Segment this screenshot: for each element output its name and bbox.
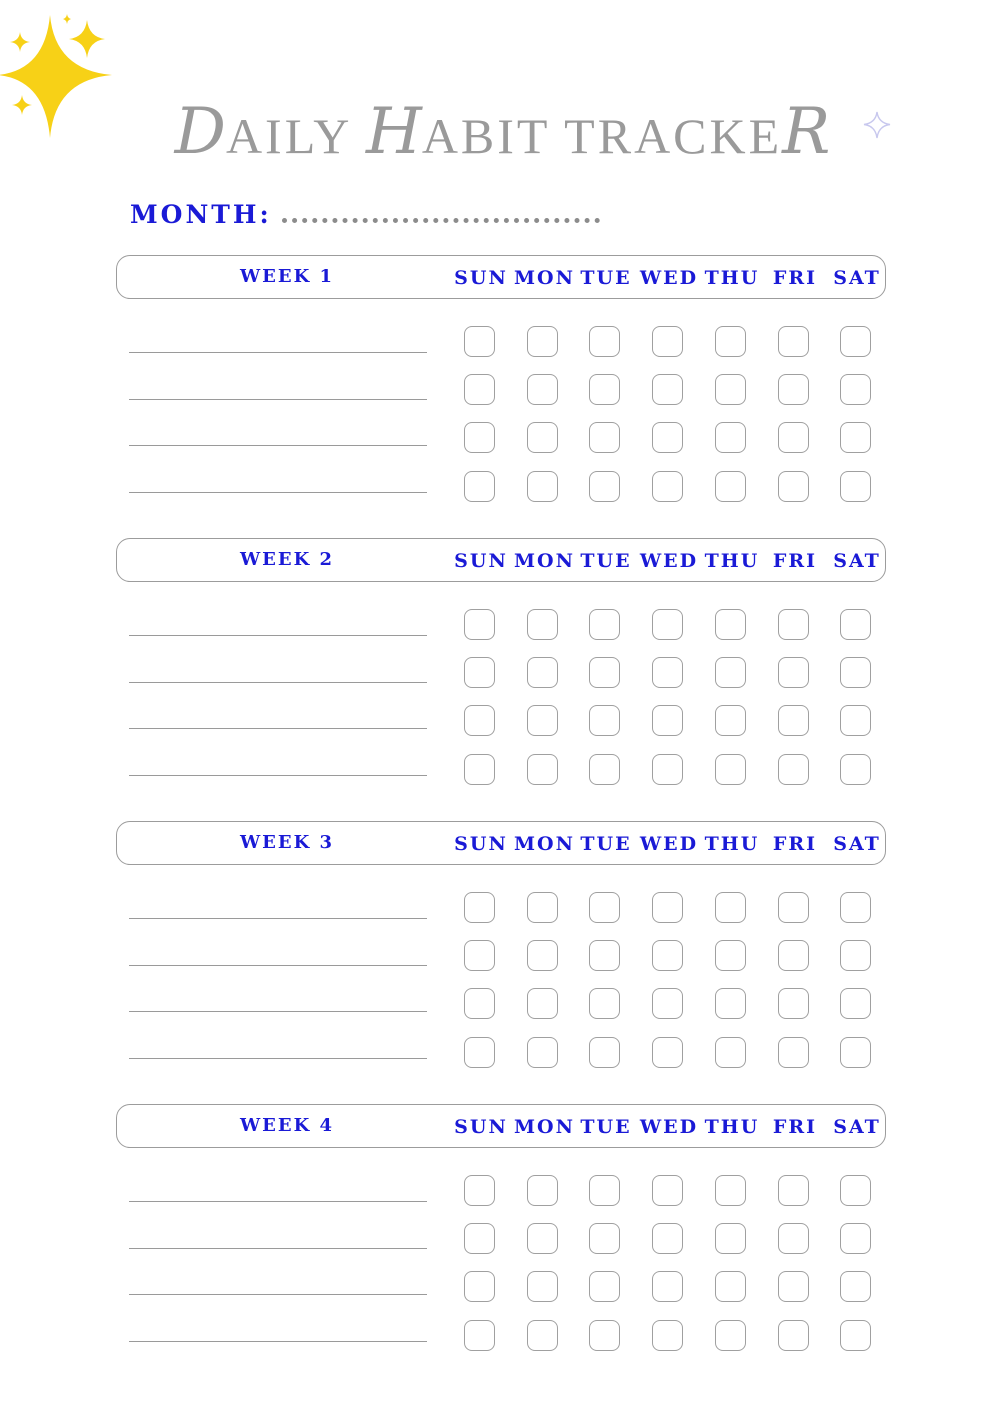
habit-checkbox-wed[interactable]: [652, 1320, 683, 1351]
habit-checkbox-sun[interactable]: [464, 988, 495, 1019]
day-header-sat: SAT: [833, 550, 881, 572]
habit-name-line[interactable]: [129, 1294, 427, 1295]
day-header-tue: TUE: [580, 267, 632, 289]
habit-checkbox-wed[interactable]: [652, 657, 683, 688]
habit-checkbox-thu[interactable]: [715, 1223, 746, 1254]
habit-checkbox-tue[interactable]: [589, 1271, 620, 1302]
habit-name-line[interactable]: [129, 1058, 427, 1059]
habit-checkbox-mon[interactable]: [527, 471, 558, 502]
habit-checkbox-sat[interactable]: [840, 1223, 871, 1254]
week-header: [116, 255, 886, 299]
habit-checkbox-fri[interactable]: [778, 892, 809, 923]
title-habit-tracker: ABIT TRACKE: [421, 108, 783, 164]
sparkle-icon: [63, 14, 71, 24]
day-header-sat: SAT: [833, 1116, 881, 1138]
habit-checkbox-mon[interactable]: [527, 1320, 558, 1351]
habit-checkbox-tue[interactable]: [589, 1223, 620, 1254]
day-header-sun: SUN: [454, 1116, 508, 1138]
week-label: WEEK 2: [239, 549, 335, 570]
day-header-thu: THU: [704, 267, 760, 289]
habit-checkbox-wed[interactable]: [652, 422, 683, 453]
habit-checkbox-tue[interactable]: [589, 326, 620, 357]
habit-checkbox-fri[interactable]: [778, 705, 809, 736]
habit-checkbox-mon[interactable]: [527, 374, 558, 405]
week-section: [116, 1104, 888, 1354]
week-label: WEEK 1: [239, 266, 335, 287]
habit-checkbox-wed[interactable]: [652, 1271, 683, 1302]
week-header: [116, 1104, 886, 1148]
habit-checkbox-sun[interactable]: [464, 326, 495, 357]
habit-checkbox-thu[interactable]: [715, 422, 746, 453]
habit-checkbox-sun[interactable]: [464, 1175, 495, 1206]
day-header-tue: TUE: [580, 550, 632, 572]
habit-checkbox-mon[interactable]: [527, 422, 558, 453]
day-header-wed: WED: [639, 833, 699, 855]
habit-checkbox-tue[interactable]: [589, 892, 620, 923]
habit-checkbox-fri[interactable]: [778, 471, 809, 502]
habit-name-line[interactable]: [129, 918, 427, 919]
habit-checkbox-thu[interactable]: [715, 705, 746, 736]
habit-checkbox-sat[interactable]: [840, 374, 871, 405]
week-header: [116, 821, 886, 865]
day-header-fri: FRI: [772, 1116, 818, 1138]
habit-checkbox-fri[interactable]: [778, 609, 809, 640]
habit-checkbox-wed[interactable]: [652, 374, 683, 405]
habit-checkbox-sun[interactable]: [464, 892, 495, 923]
habit-name-line[interactable]: [129, 1248, 427, 1249]
habit-checkbox-mon[interactable]: [527, 657, 558, 688]
habit-checkbox-mon[interactable]: [527, 1223, 558, 1254]
habit-checkbox-tue[interactable]: [589, 609, 620, 640]
habit-name-line[interactable]: [129, 1201, 427, 1202]
habit-checkbox-sun[interactable]: [464, 1223, 495, 1254]
habit-checkbox-mon[interactable]: [527, 1037, 558, 1068]
habit-checkbox-fri[interactable]: [778, 1223, 809, 1254]
habit-checkbox-tue[interactable]: [589, 422, 620, 453]
habit-checkbox-wed[interactable]: [652, 1175, 683, 1206]
habit-checkbox-thu[interactable]: [715, 609, 746, 640]
habit-checkbox-wed[interactable]: [652, 1223, 683, 1254]
habit-checkbox-sat[interactable]: [840, 892, 871, 923]
week-label: WEEK 3: [239, 832, 335, 853]
day-header-mon: MON: [514, 550, 575, 572]
habit-name-line[interactable]: [129, 728, 427, 729]
habit-checkbox-tue[interactable]: [589, 940, 620, 971]
week-section: [116, 821, 888, 1071]
sparkle-icon: [10, 32, 30, 52]
day-header-thu: THU: [704, 833, 760, 855]
habit-checkbox-wed[interactable]: [652, 988, 683, 1019]
day-header-sat: SAT: [833, 267, 881, 289]
habit-checkbox-fri[interactable]: [778, 1037, 809, 1068]
habit-checkbox-sat[interactable]: [840, 326, 871, 357]
habit-checkbox-thu[interactable]: [715, 988, 746, 1019]
day-header-sun: SUN: [454, 833, 508, 855]
habit-checkbox-tue[interactable]: [589, 705, 620, 736]
habit-checkbox-sun[interactable]: [464, 471, 495, 502]
habit-checkbox-tue[interactable]: [589, 657, 620, 688]
habit-checkbox-thu[interactable]: [715, 1320, 746, 1351]
habit-checkbox-wed[interactable]: [652, 1037, 683, 1068]
habit-checkbox-thu[interactable]: [715, 754, 746, 785]
habit-checkbox-mon[interactable]: [527, 705, 558, 736]
week-label: WEEK 4: [239, 1115, 335, 1136]
habit-checkbox-thu[interactable]: [715, 657, 746, 688]
week-section: [116, 538, 888, 788]
habit-checkbox-sat[interactable]: [840, 1037, 871, 1068]
habit-checkbox-fri[interactable]: [778, 1175, 809, 1206]
habit-name-line[interactable]: [129, 965, 427, 966]
habit-checkbox-wed[interactable]: [652, 326, 683, 357]
habit-checkbox-sat[interactable]: [840, 940, 871, 971]
habit-checkbox-tue[interactable]: [589, 754, 620, 785]
habit-checkbox-fri[interactable]: [778, 988, 809, 1019]
habit-checkbox-thu[interactable]: [715, 374, 746, 405]
habit-checkbox-wed[interactable]: [652, 754, 683, 785]
habit-checkbox-mon[interactable]: [527, 1271, 558, 1302]
week-section: [116, 255, 888, 505]
habit-checkbox-sun[interactable]: [464, 609, 495, 640]
sparkle-icon: [69, 20, 105, 58]
habit-name-line[interactable]: [129, 682, 427, 683]
habit-checkbox-fri[interactable]: [778, 374, 809, 405]
habit-name-line[interactable]: [129, 352, 427, 353]
day-header-sun: SUN: [454, 550, 508, 572]
day-header-sun: SUN: [454, 267, 508, 289]
week-header: [116, 538, 886, 582]
habit-checkbox-thu[interactable]: [715, 892, 746, 923]
habit-checkbox-sat[interactable]: [840, 657, 871, 688]
habit-checkbox-tue[interactable]: [589, 988, 620, 1019]
habit-checkbox-fri[interactable]: [778, 326, 809, 357]
day-header-fri: FRI: [772, 550, 818, 572]
habit-checkbox-sat[interactable]: [840, 988, 871, 1019]
habit-checkbox-sat[interactable]: [840, 422, 871, 453]
habit-checkbox-sat[interactable]: [840, 754, 871, 785]
habit-checkbox-wed[interactable]: [652, 705, 683, 736]
habit-checkbox-mon[interactable]: [527, 609, 558, 640]
month-field: [130, 200, 600, 229]
habit-checkbox-wed[interactable]: [652, 892, 683, 923]
habit-name-line[interactable]: [129, 492, 427, 493]
habit-checkbox-tue[interactable]: [589, 1037, 620, 1068]
month-dotted-line[interactable]: [282, 218, 600, 223]
habit-checkbox-sat[interactable]: [840, 609, 871, 640]
day-header-wed: WED: [639, 267, 699, 289]
habit-checkbox-tue[interactable]: [589, 1175, 620, 1206]
habit-checkbox-sun[interactable]: [464, 1271, 495, 1302]
habit-name-line[interactable]: [129, 445, 427, 446]
habit-checkbox-tue[interactable]: [589, 471, 620, 502]
habit-checkbox-fri[interactable]: [778, 754, 809, 785]
habit-checkbox-fri[interactable]: [778, 422, 809, 453]
day-header-tue: TUE: [580, 833, 632, 855]
day-header-mon: MON: [514, 1116, 575, 1138]
day-header-fri: FRI: [772, 267, 818, 289]
title-initial-h: H: [366, 95, 422, 169]
habit-checkbox-mon[interactable]: [527, 754, 558, 785]
habit-checkbox-wed[interactable]: [652, 609, 683, 640]
habit-checkbox-wed[interactable]: [652, 940, 683, 971]
habit-checkbox-thu[interactable]: [715, 1175, 746, 1206]
day-header-wed: WED: [639, 1116, 699, 1138]
habit-checkbox-thu[interactable]: [715, 940, 746, 971]
day-header-wed: WED: [639, 550, 699, 572]
habit-checkbox-tue[interactable]: [589, 374, 620, 405]
habit-checkbox-mon[interactable]: [527, 940, 558, 971]
habit-checkbox-wed[interactable]: [652, 471, 683, 502]
habit-checkbox-sun[interactable]: [464, 705, 495, 736]
habit-checkbox-sat[interactable]: [840, 705, 871, 736]
habit-checkbox-sun[interactable]: [464, 657, 495, 688]
habit-checkbox-thu[interactable]: [715, 471, 746, 502]
habit-name-line[interactable]: [129, 1011, 427, 1012]
habit-checkbox-fri[interactable]: [778, 1320, 809, 1351]
habit-name-line[interactable]: [129, 635, 427, 636]
month-label: MONTH:: [130, 200, 272, 229]
habit-checkbox-thu[interactable]: [715, 326, 746, 357]
title-daily: AILY: [225, 108, 367, 164]
habit-checkbox-fri[interactable]: [778, 1271, 809, 1302]
habit-checkbox-sat[interactable]: [840, 1320, 871, 1351]
habit-checkbox-sat[interactable]: [840, 471, 871, 502]
habit-checkbox-sun[interactable]: [464, 374, 495, 405]
habit-checkbox-sun[interactable]: [464, 940, 495, 971]
habit-checkbox-thu[interactable]: [715, 1037, 746, 1068]
habit-checkbox-sun[interactable]: [464, 754, 495, 785]
title-final-r: R: [782, 95, 831, 169]
habit-checkbox-mon[interactable]: [527, 326, 558, 357]
habit-checkbox-sun[interactable]: [464, 1037, 495, 1068]
day-header-thu: THU: [704, 550, 760, 572]
habit-checkbox-thu[interactable]: [715, 1271, 746, 1302]
habit-name-line[interactable]: [129, 399, 427, 400]
day-header-mon: MON: [514, 833, 575, 855]
day-header-sat: SAT: [833, 833, 881, 855]
page-title: [0, 92, 1005, 172]
habit-checkbox-sun[interactable]: [464, 1320, 495, 1351]
day-header-fri: FRI: [772, 833, 818, 855]
habit-checkbox-mon[interactable]: [527, 892, 558, 923]
habit-checkbox-fri[interactable]: [778, 940, 809, 971]
habit-checkbox-sat[interactable]: [840, 1175, 871, 1206]
habit-checkbox-sat[interactable]: [840, 1271, 871, 1302]
day-header-thu: THU: [704, 1116, 760, 1138]
day-header-mon: MON: [514, 267, 575, 289]
day-header-tue: TUE: [580, 1116, 632, 1138]
title-initial-d: D: [174, 95, 226, 169]
habit-checkbox-mon[interactable]: [527, 1175, 558, 1206]
habit-checkbox-tue[interactable]: [589, 1320, 620, 1351]
habit-name-line[interactable]: [129, 775, 427, 776]
habit-checkbox-fri[interactable]: [778, 657, 809, 688]
habit-checkbox-sun[interactable]: [464, 422, 495, 453]
habit-checkbox-mon[interactable]: [527, 988, 558, 1019]
habit-name-line[interactable]: [129, 1341, 427, 1342]
